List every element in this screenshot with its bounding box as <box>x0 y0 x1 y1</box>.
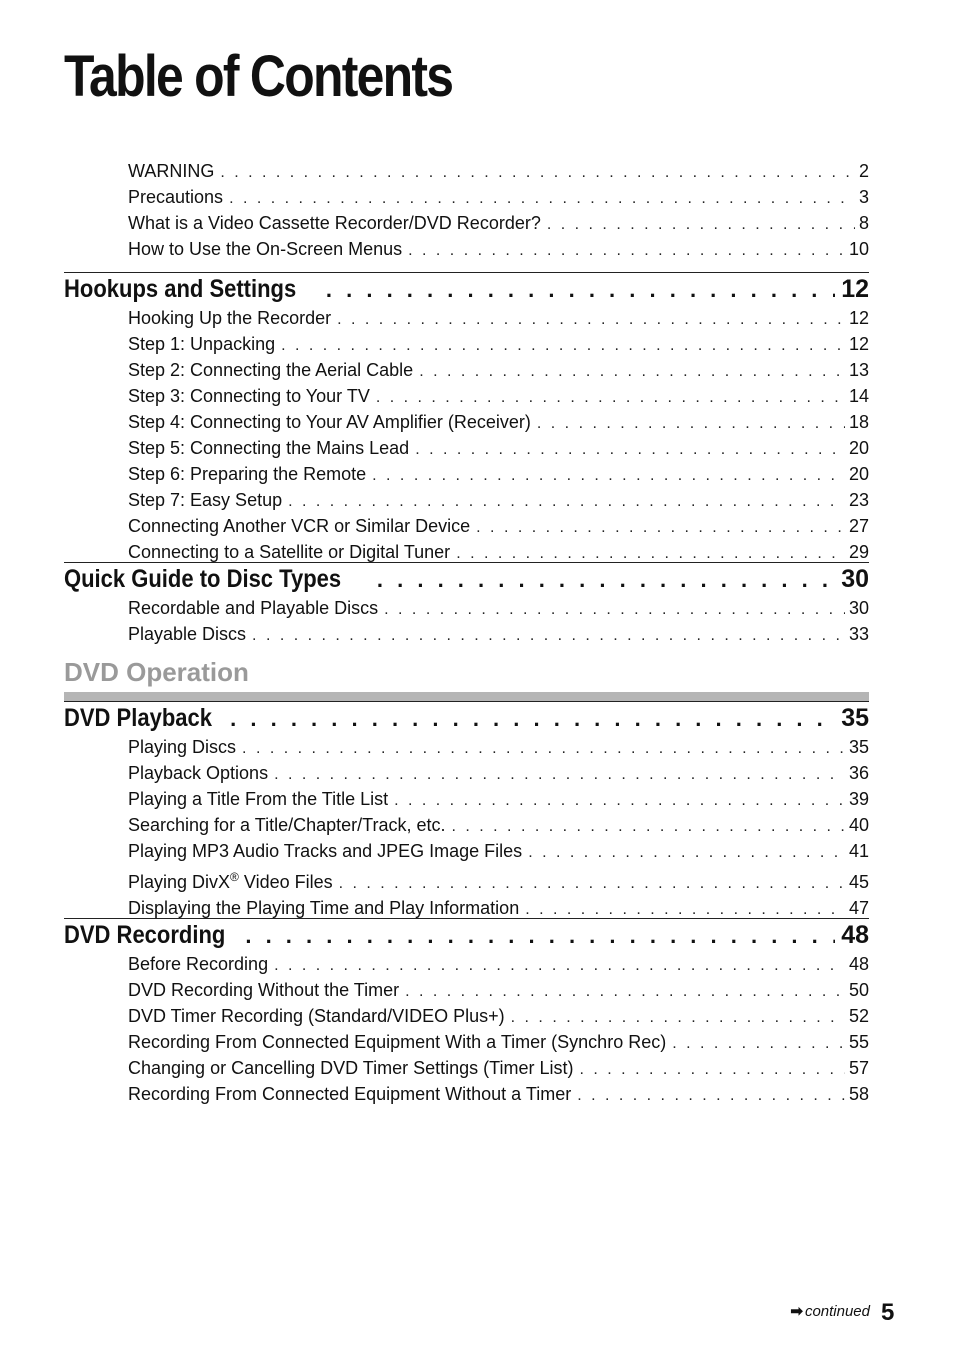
leader-dots <box>415 438 845 462</box>
toc-entry[interactable] <box>64 462 869 488</box>
leader-dots <box>281 334 845 358</box>
entry-page: 8 <box>858 213 869 233</box>
leader-dots <box>511 1006 845 1030</box>
entry-page: 10 <box>848 239 869 259</box>
toc-entry[interactable] <box>64 436 869 462</box>
leader-dots <box>245 920 835 952</box>
page-number: 5 <box>881 1299 895 1326</box>
entry-label: Searching for a Title/Chapter/Track, etc. <box>128 815 446 835</box>
heading-page: 30 <box>841 565 869 593</box>
heading-page: 35 <box>841 704 869 732</box>
leader-dots <box>288 490 845 514</box>
toc-entry[interactable] <box>64 514 869 540</box>
entry-label: Playable Discs <box>128 624 247 644</box>
entry-page: 20 <box>848 464 869 484</box>
entry-label: Recording From Connected Equipment With a Timer (Synchro Rec) <box>128 1032 667 1052</box>
toc-entry[interactable] <box>64 839 869 865</box>
entry-label: Connecting Another VCR or Similar Device <box>128 516 471 536</box>
leader-dots <box>672 1032 845 1056</box>
section-quick-guide <box>64 562 869 648</box>
leader-dots <box>339 872 845 896</box>
entry-page: 50 <box>848 980 869 1000</box>
toc-entry[interactable] <box>64 735 869 761</box>
toc-entry[interactable] <box>64 952 869 978</box>
leader-dots <box>229 187 855 211</box>
toc-entry[interactable] <box>64 596 869 622</box>
entry-label: WARNING <box>128 161 215 181</box>
entry-page: 41 <box>848 841 869 861</box>
entry-page: 57 <box>848 1058 869 1078</box>
leader-dots <box>337 308 845 332</box>
entry-page: 3 <box>858 187 869 207</box>
toc-entry[interactable] <box>64 865 869 896</box>
entry-label: Recording From Connected Equipment Without a Timer <box>128 1084 572 1104</box>
leader-dots <box>476 516 845 540</box>
entry-label: Playing a Title From the Title List <box>128 789 389 809</box>
entry-label: Playing Discs <box>128 737 237 757</box>
entry-page: 23 <box>848 490 869 510</box>
toc-entry[interactable] <box>64 384 869 410</box>
entry-page: 52 <box>848 1006 869 1026</box>
leader-dots <box>577 1084 845 1108</box>
entry-label: Changing or Cancelling DVD Timer Settings (Timer List) <box>128 1058 574 1078</box>
entry-page: 30 <box>848 598 869 618</box>
toc-entry[interactable] <box>64 622 869 648</box>
heading-label: DVD Recording <box>64 921 226 949</box>
leader-dots <box>376 386 845 410</box>
leader-dots <box>384 598 845 622</box>
entry-label: Before Recording <box>128 954 269 974</box>
entry-page: 45 <box>848 872 869 892</box>
entry-page: 12 <box>848 334 869 354</box>
entry-page: 35 <box>848 737 869 757</box>
leader-dots <box>405 980 845 1004</box>
entry-label: DVD Timer Recording (Standard/VIDEO Plus+) <box>128 1006 505 1026</box>
toc-entry[interactable] <box>64 332 869 358</box>
toc-entry[interactable] <box>64 211 869 237</box>
entry-page: 47 <box>848 898 869 918</box>
section-heading[interactable] <box>64 702 869 735</box>
entry-label: Hooking Up the Recorder <box>128 308 332 328</box>
section-heading[interactable] <box>64 563 869 596</box>
entry-page: 40 <box>848 815 869 835</box>
entry-label: Step 7: Easy Setup <box>128 490 283 510</box>
leader-dots <box>252 624 845 648</box>
leader-dots <box>528 841 845 865</box>
entry-label: DVD Recording Without the Timer <box>128 980 400 1000</box>
heading-page: 48 <box>841 921 869 949</box>
entry-page: 27 <box>848 516 869 536</box>
entry-page: 29 <box>848 542 869 562</box>
toc-entry[interactable] <box>64 237 869 263</box>
entry-label: What is a Video Cassette Recorder/DVD Recorder? <box>128 213 541 233</box>
continued-note <box>790 1302 870 1320</box>
entry-page: 58 <box>848 1084 869 1104</box>
toc-entry[interactable] <box>64 306 869 332</box>
leader-dots <box>220 161 855 185</box>
leader-dots <box>394 789 845 813</box>
leader-dots <box>547 213 855 237</box>
section-heading[interactable] <box>64 273 869 306</box>
toc-entry[interactable] <box>64 185 869 211</box>
leader-dots <box>377 564 835 596</box>
entry-page: 14 <box>848 386 869 406</box>
entry-label-text: Playing DivX <box>128 872 231 892</box>
page-title: Table of Contents <box>64 44 453 109</box>
leader-dots <box>372 464 845 488</box>
entry-label: Precautions <box>128 187 224 207</box>
toc-entry[interactable] <box>64 1082 869 1108</box>
entry-page: 39 <box>848 789 869 809</box>
entry-label: Step 6: Preparing the Remote <box>128 464 367 484</box>
entry-label: Playback Options <box>128 763 269 783</box>
leader-dots <box>230 703 835 735</box>
toc-entry[interactable] <box>64 1056 869 1082</box>
registered-mark: ® <box>230 870 239 884</box>
leader-dots <box>274 763 845 787</box>
entry-page: 18 <box>848 412 869 432</box>
leader-dots <box>408 239 845 263</box>
section-dvd-recording <box>64 918 869 1108</box>
toc-entry[interactable] <box>64 1004 869 1030</box>
entry-label: Step 1: Unpacking <box>128 334 276 354</box>
intro-list <box>64 159 869 263</box>
entry-page: 48 <box>848 954 869 974</box>
continued-text: continued <box>804 1303 870 1320</box>
entry-page: 33 <box>848 624 869 644</box>
entry-label: Displaying the Playing Time and Play Information <box>128 898 520 918</box>
leader-dots <box>274 954 845 978</box>
leader-dots <box>580 1058 845 1082</box>
section-bar <box>64 692 869 701</box>
entry-label: Connecting to a Satellite or Digital Tuner <box>128 542 451 562</box>
section-heading[interactable] <box>64 919 869 952</box>
entry-page: 20 <box>848 438 869 458</box>
toc-entry[interactable] <box>64 410 869 436</box>
entry-label: Recordable and Playable Discs <box>128 598 379 618</box>
dvd-operation-label: DVD Operation <box>64 657 249 687</box>
leader-dots <box>326 274 835 306</box>
leader-dots <box>451 815 844 839</box>
section-hookups <box>64 272 869 566</box>
entry-label: Step 3: Connecting to Your TV <box>128 386 370 406</box>
entry-label <box>128 865 339 894</box>
toc-entry[interactable] <box>64 978 869 1004</box>
toc-entry[interactable] <box>64 761 869 787</box>
leader-dots <box>242 737 845 761</box>
entry-page: 2 <box>858 161 869 181</box>
heading-label: DVD Playback <box>64 704 212 732</box>
entry-label: Playing MP3 Audio Tracks and JPEG Image Files <box>128 841 523 861</box>
right-arrow-icon: ➡ <box>790 1303 803 1320</box>
entry-page: 13 <box>848 360 869 380</box>
entry-label: Step 2: Connecting the Aerial Cable <box>128 360 414 380</box>
toc-entry[interactable] <box>64 813 869 839</box>
leader-dots <box>419 360 845 384</box>
entry-page: 55 <box>848 1032 869 1052</box>
heading-label: Hookups and Settings <box>64 275 297 303</box>
entry-page: 36 <box>848 763 869 783</box>
entry-label: Step 5: Connecting the Mains Lead <box>128 438 410 458</box>
entry-page: 12 <box>848 308 869 328</box>
toc-entry[interactable] <box>64 1030 869 1056</box>
toc-entry[interactable] <box>64 488 869 514</box>
entry-label: Step 4: Connecting to Your AV Amplifier (Receiver) <box>128 412 531 432</box>
toc-entry[interactable] <box>64 787 869 813</box>
toc-entry[interactable] <box>64 159 869 185</box>
entry-label-text-after: Video Files <box>238 872 333 892</box>
section-dvd-playback <box>64 701 869 922</box>
heading-label: Quick Guide to Disc Types <box>64 565 342 593</box>
entry-label: How to Use the On-Screen Menus <box>128 239 403 259</box>
leader-dots <box>537 412 845 436</box>
heading-page: 12 <box>841 275 869 303</box>
toc-entry[interactable] <box>64 358 869 384</box>
